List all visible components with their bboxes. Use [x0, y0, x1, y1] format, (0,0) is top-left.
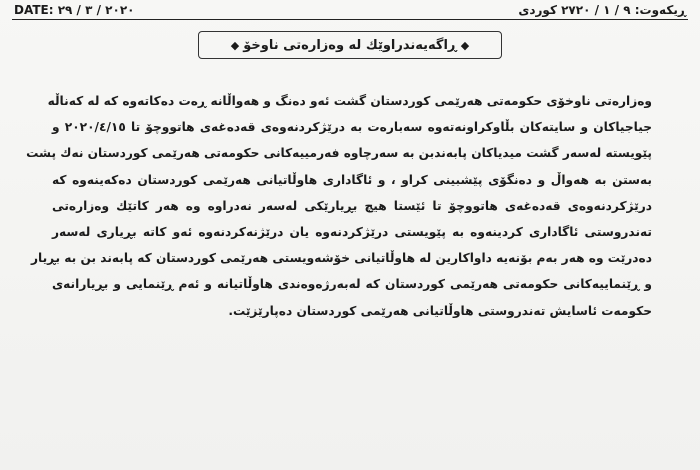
right-ornament-icon: ◆: [230, 38, 240, 52]
body-line: وەزارەتی ناوخۆی حكومەتی هەرێمی كوردستان گشت ئەو دەنگ و هەواڵانە ڕەت دەكاتەوە كە لە كەناڵە: [47, 94, 652, 108]
body-line: حكومەت ئاسایش تەندروستی هاوڵاتیانی هەرێمی كوردستان دەپارێزێت.: [228, 303, 652, 318]
reference-label: ڕیکەوت: ٩ / ١ / ٢٧٢٠ کوردی: [518, 3, 686, 17]
left-ornament-icon: ◆: [460, 38, 470, 52]
body-line: و ڕێنماییەكانی حكومەتی هەرێمی كوردستان كە لەبەرژەوەندی هاوڵاتیانە و ئەم ڕێنمایی و بڕیارانەی: [52, 277, 652, 292]
document-body: [26, 88, 652, 324]
title-box: [198, 31, 502, 59]
document-title: ڕاگەیەندراوێك لە وەزارەتی ناوخۆ: [243, 37, 457, 53]
date-label: DATE: ٢٠٢٠ / ٣ / ٢٩: [14, 3, 135, 17]
body-line: جیاجیاكان و سایتەكان بڵاوكراونەتەوە سەبارەت بە درێژكردنەوەی قەدەغەی هاتووچۆ تا ٢٠٢٠/٤/١٥ و: [52, 120, 652, 135]
body-line: پێویستە لەسەر گشت میدیاكان پابەندبن بە سەرچاوە فەرمییەكانی حكومەتی هەرێمی كوردستان نەك پشت: [26, 146, 652, 161]
document-header: [14, 0, 686, 20]
body-line: درێژكردنەوەی قەدەغەی هاتووچۆ تا ئێستا هیچ بڕیارێكی لەسەر نەدراوە وە هەر كاتێك وەزارەتی: [52, 198, 652, 213]
body-line: بەستن بە هەواڵ و دەنگۆی پێشبینی كراو ، و ئاگاداری هاوڵاتیانی هەرێمی كوردستان دەكەینەوە كە: [52, 172, 652, 187]
header-divider: [12, 19, 688, 20]
body-line: تەندروستی ئاگاداری كردینەوە بە پێویستی درێژكردنەوە یان درێژنەكردنەوە ئەو كاتە بڕیاری لەسەر: [52, 225, 652, 240]
body-line: دەدرێت وە هەر بەم بۆنەیە داواكارین لە هاوڵاتیانی خۆشەویستی هەرێمی كوردستان كە پابەند بن بە بڕیار: [31, 251, 652, 266]
